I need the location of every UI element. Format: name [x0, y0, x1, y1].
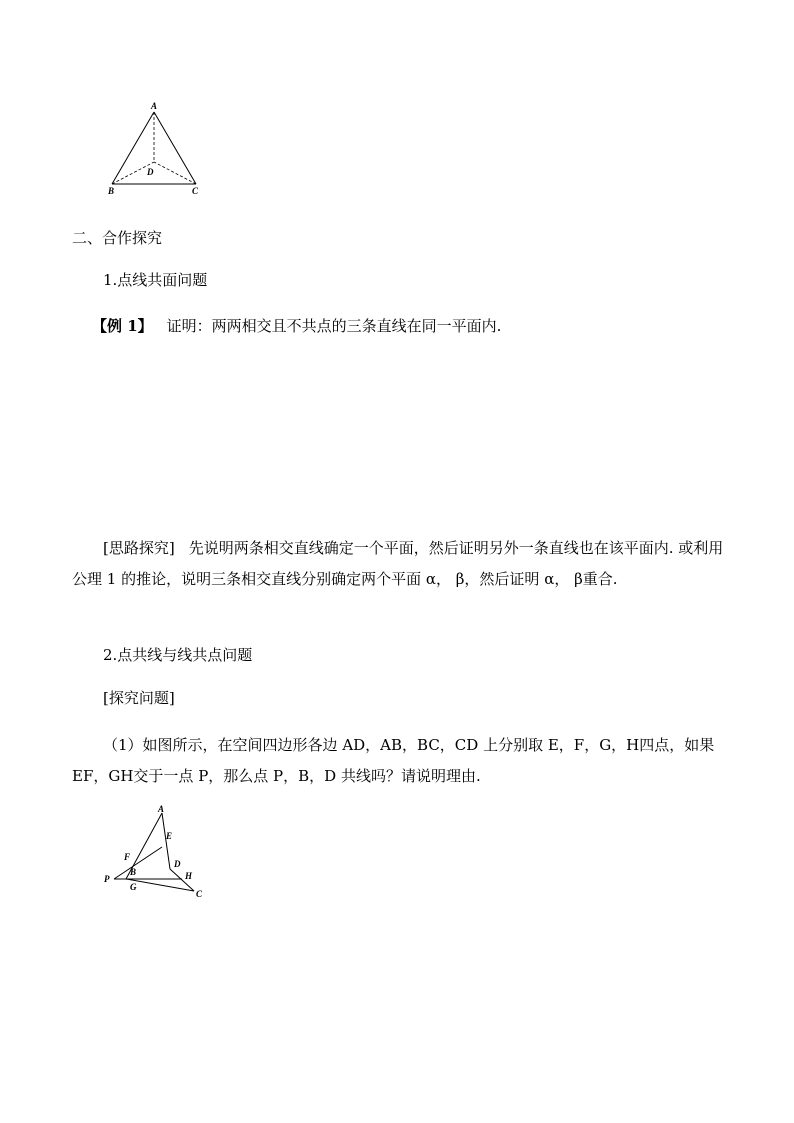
label-d: D [147, 167, 154, 177]
label-b: B [130, 867, 137, 877]
label-d: D [174, 859, 181, 869]
tetrahedron-figure [100, 98, 210, 198]
example1 [92, 313, 752, 339]
label-f: F [124, 852, 131, 862]
label-c: C [192, 186, 199, 196]
label-e: E [166, 831, 173, 841]
section-title: 二、合作探究 [72, 229, 163, 247]
label-a: A [151, 101, 158, 111]
hint-tag: [思路探究] [103, 539, 175, 557]
label-c: C [196, 889, 203, 899]
hint-paragraph [72, 533, 724, 595]
topic2-title: 2.点共线与线共点问题 [103, 646, 253, 664]
edge-ad [162, 813, 173, 869]
question1-paragraph [72, 730, 724, 792]
quadrilateral-figure [100, 803, 210, 903]
explore-title: [探究问题] [103, 689, 175, 707]
topic1-title: 1.点线共面问题 [103, 271, 208, 289]
example1-text: 证明：两两相交且不共点的三条直线在同一平面内. [166, 317, 502, 335]
question1-text: （1）如图所示，在空间四边形各边 AD，AB，BC，CD 上分别取 E，F，G，H四点，如果 EF，GH交于一点 P，那么点 P，B，D 共线吗？请说明理由. [72, 736, 715, 785]
example1-tag: 【例 1】 [92, 317, 153, 335]
label-a: A [158, 804, 165, 814]
quadrilateral-svg [100, 803, 210, 903]
label-b: B [108, 186, 115, 196]
label-h: H [185, 871, 193, 881]
tetrahedron-svg [100, 98, 210, 198]
label-g: G [130, 882, 137, 892]
hint-text: 先说明两条相交直线确定一个平面，然后证明另外一条直线也在该平面内. 或利用公理 1 的推论，说明三条相交直线分别确定两个平面 α， β，然后证明 α， β重合. [72, 539, 724, 588]
edge-ac [154, 112, 196, 184]
line-pe [114, 847, 162, 879]
label-p: P [104, 874, 110, 884]
